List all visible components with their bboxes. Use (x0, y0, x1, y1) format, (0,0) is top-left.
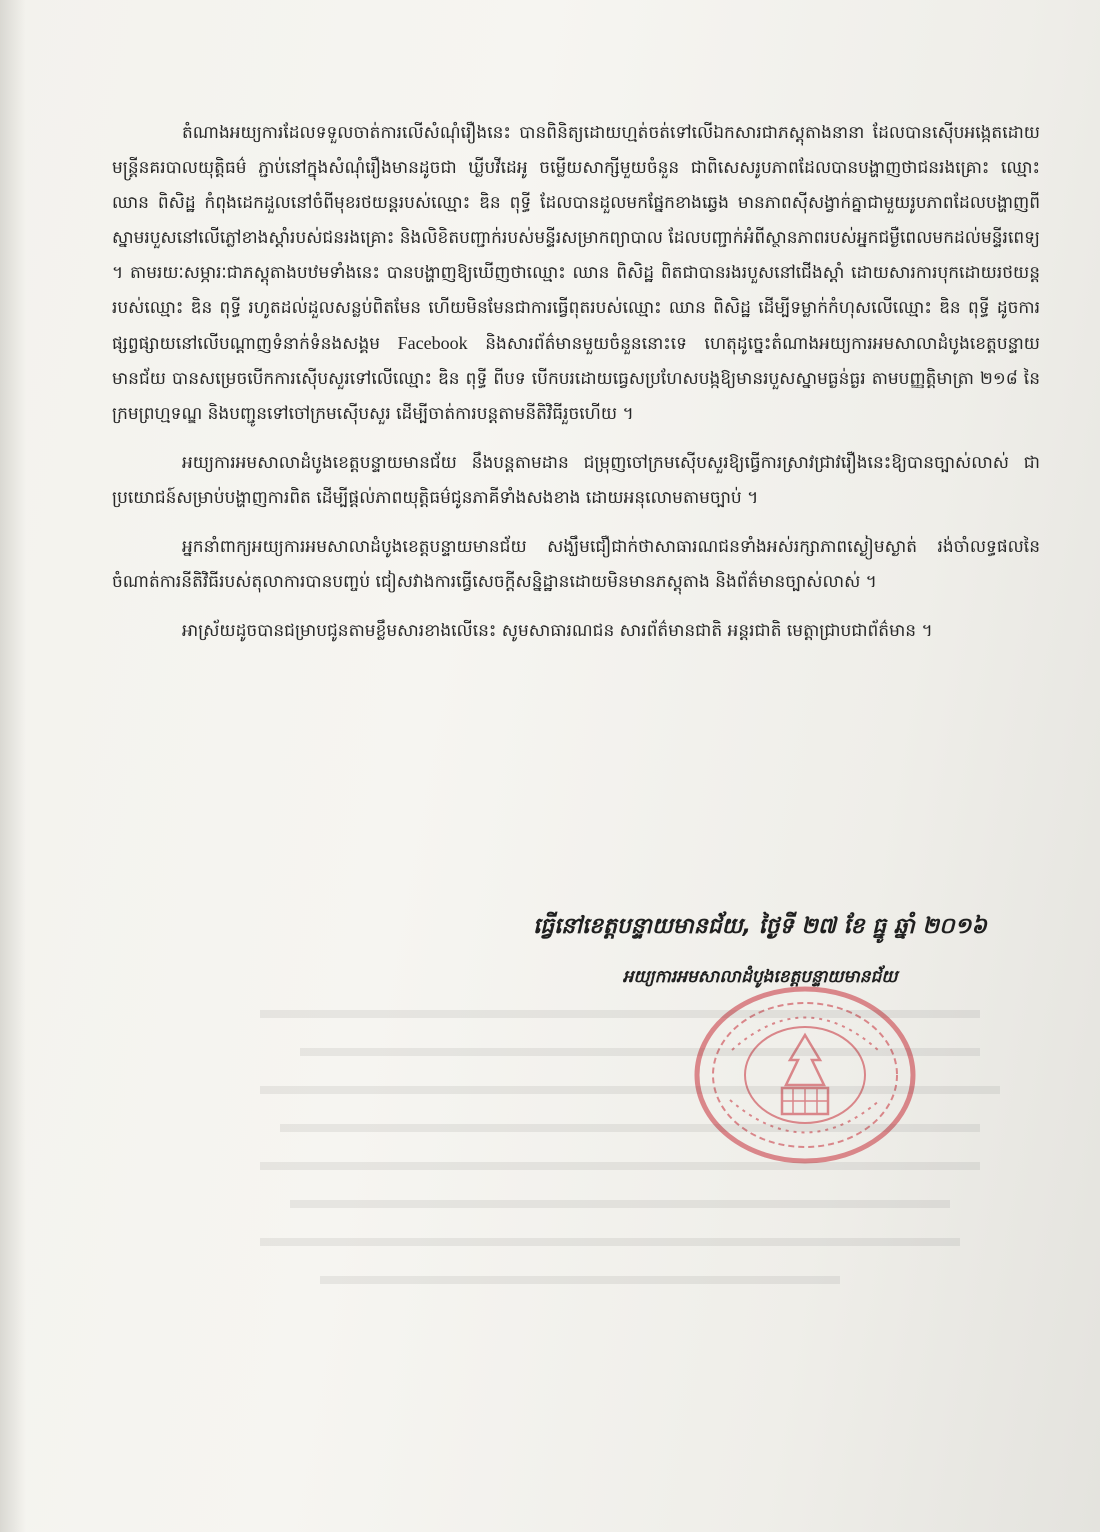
paragraph-follow-up: អយ្យការអមសាលាដំបូងខេត្តបន្ទាយមានជ័យ នឹងបន្តតាមដាន ជម្រុញចៅក្រមស៊ើបសួរឱ្យធ្វើការស្រាវជ្រាវរឿងនេះឱ្យបានច្បាស់លាស់ ជាប្រយោជន៍សម្រាប់បង្ហាញការពិត ដើម្បីផ្តល់ភាពយុត្តិធម៌ជូនភាគីទាំងសងខាង ដោយអនុលោមតាមច្បាប់ ។ (112, 453, 1040, 508)
show-through-text (260, 1000, 1020, 1310)
paragraph-findings-text: តំណាងអយ្យការដែលទទួលចាត់ការលើសំណុំរឿងនេះ បានពិនិត្យដោយហ្មត់ចត់ទៅលើឯកសារជាភស្តុតាងនានា ដែលបានស៊ើបអង្កេតដោយមន្ត្រីនគរបាលយុត្តិធម៌ ភ្ជាប់នៅក្នុងសំណុំរឿងមានដូចជា ឃ្លីបវីដេអូ ចម្លើយសាក្សីមួយចំនួន ជាពិសេសរូបភាពដែលបានបង្ហាញថាជនរងគ្រោះ ឈ្មោះ ឈាន ពិសិដ្ឋ កំពុងដេកដួលនៅចំពីមុខរថយន្តរបស់ឈ្មោះ ឌិន ពុទ្ធី ដែលបានដួលមកផ្នែកខាងឆ្វេង មានភាពស៊ីសង្វាក់គ្នាជាមួយរូបភាពដែលបង្ហាញពីស្នាមរបួសនៅលើភ្លៅខាងស្តាំរបស់ជនរងគ្រោះ និងលិខិតបញ្ជាក់របស់មន្ទីរសម្រាកព្យាបាល ដែលបញ្ជាក់អំពីស្ថានភាពរបស់អ្នកជម្ងឺពេលមកដល់មន្ទីរពេទ្យ ។ តាមរយៈសម្ភារៈជាភស្តុតាងបឋមទាំងនេះ បានបង្ហាញឱ្យឃើញថាឈ្មោះ ឈាន ពិសិដ្ឋ ពិតជាបានរងរបួសនៅជើងស្តាំ ដោយសារការបុកដោយរថយន្តរបស់ឈ្មោះ ឌិន ពុទ្ធី រហូតដល់ដួលសន្លប់ពិតមែន ហើយមិនមែនជាការធ្វើពុតរបស់ឈ្មោះ ឈាន ពិសិដ្ឋ ដើម្បីទម្លាក់កំហុសលើឈ្មោះ ឌិន ពុទ្ធី ដូចការផ្សព្វផ្សាយនៅលើបណ្តាញទំនាក់ទំនងសង្គម (112, 123, 1040, 354)
paragraph-public-appeal: អ្នកនាំពាក្យអយ្យការអមសាលាដំបូងខេត្តបន្ទាយមានជ័យ សង្ឃឹមជឿជាក់ថាសាធារណជនទាំងអស់រក្សាភាពស្ងៀមស្ងាត់ រង់ចាំលទ្ធផលនៃចំណាត់ការនីតិវិធីរបស់តុលាការបានបញ្ចប់ ជៀសវាងការធ្វើសេចក្តីសន្និដ្ឋានដោយមិនមានភស្តុតាង និងព័ត៌មានច្បាស់លាស់ ។ (112, 537, 1040, 592)
paragraph-closing: អាស្រ័យដូចបានជម្រាបជូនតាមខ្លឹមសារខាងលើនេះ សូមសាធារណជន សារព័ត៌មានជាតិ អន្តរជាតិ មេត្តាជ្រាបជាព័ត៌មាន ។ (182, 621, 933, 641)
paragraph-findings-continued: និងសារព័ត៌មានមួយចំនួននោះទេ ហេតុដូច្នេះតំណាងអយ្យការអមសាលាដំបូងខេត្តបន្ទាយមានជ័យ បានសម្រេចបើកការស៊ើបសួរទៅលើឈ្មោះ ឌិន ពុទ្ធី ពីបទ បើកបរដោយធ្វេសប្រហែសបង្កឱ្យមានរបួសស្នាមធ្ងន់ធ្ងរ តាមបញ្ញត្តិមាត្រា ២១៨ នៃក្រមព្រហ្មទណ្ឌ និងបញ្ជូនទៅចៅក្រមស៊ើបសួរ ដើម្បីចាត់ការបន្តតាមនីតិវិធីរួចហើយ ។ (112, 334, 1040, 424)
page-shadow (0, 0, 26, 1532)
date-place-line: ធ្វើនៅខេត្តបន្ទាយមានជ័យ, ថ្ងៃទី ២៧ ខែ ធ្នូ ឆ្នាំ ២០១៦ (533, 914, 987, 939)
paragraph-findings (112, 116, 1040, 432)
signer-title: អយ្យការអមសាលាដំបូងខេត្តបន្ទាយមានជ័យ (622, 967, 898, 987)
facebook-word: Facebook (397, 333, 468, 353)
letter-body (112, 116, 1040, 663)
